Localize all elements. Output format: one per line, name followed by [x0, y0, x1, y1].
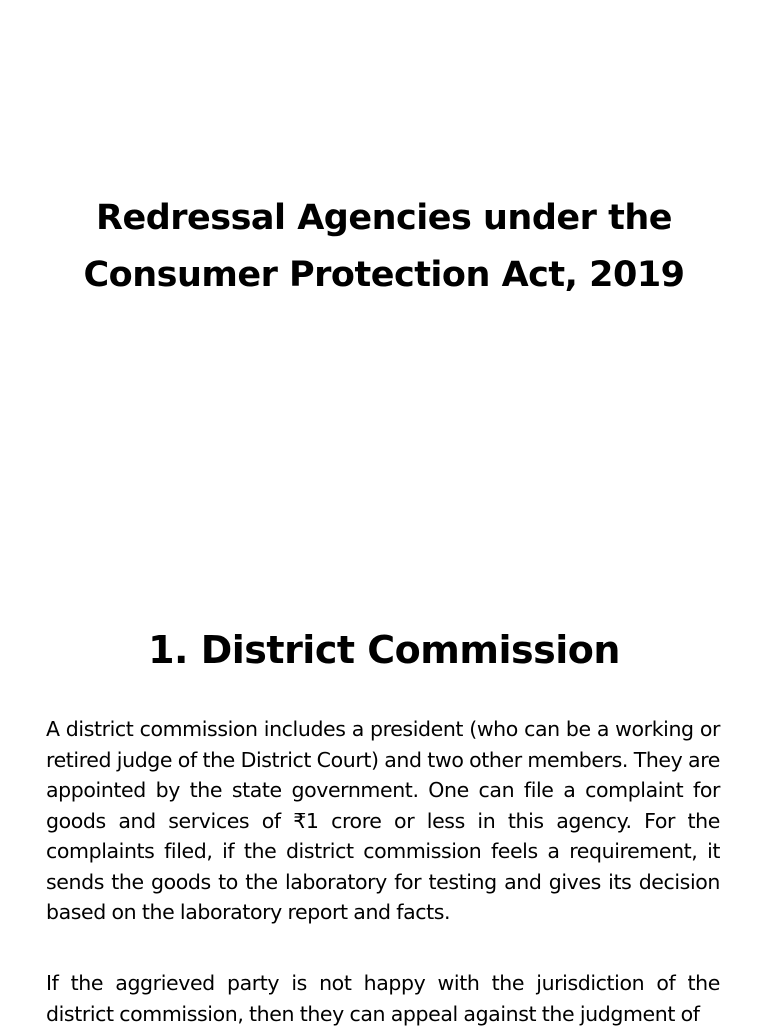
body-paragraph-appeal: If the aggrieved party is not happy with the jurisdiction of the district commission, then they can appeal against the judgment of [46, 971, 720, 1026]
document-title [40, 190, 728, 304]
title-line-1: Redressal Agencies under the [96, 198, 672, 238]
title-line-2: Consumer Protection Act, 2019 [83, 255, 685, 295]
body-paragraph-district-commission: A district commission includes a president (who can be a working or retired judge of the District Court) and two other members. They are appointed by the state government. One can file a complaint for goods and services of ₹1 crore or less in this agency. For the complaints filed, if the district commission feels a requirement, it sends the goods to the laboratory for testing and gives its decision based on the laboratory report and facts. [46, 717, 720, 924]
section-heading: 1. District Commission [148, 628, 620, 672]
